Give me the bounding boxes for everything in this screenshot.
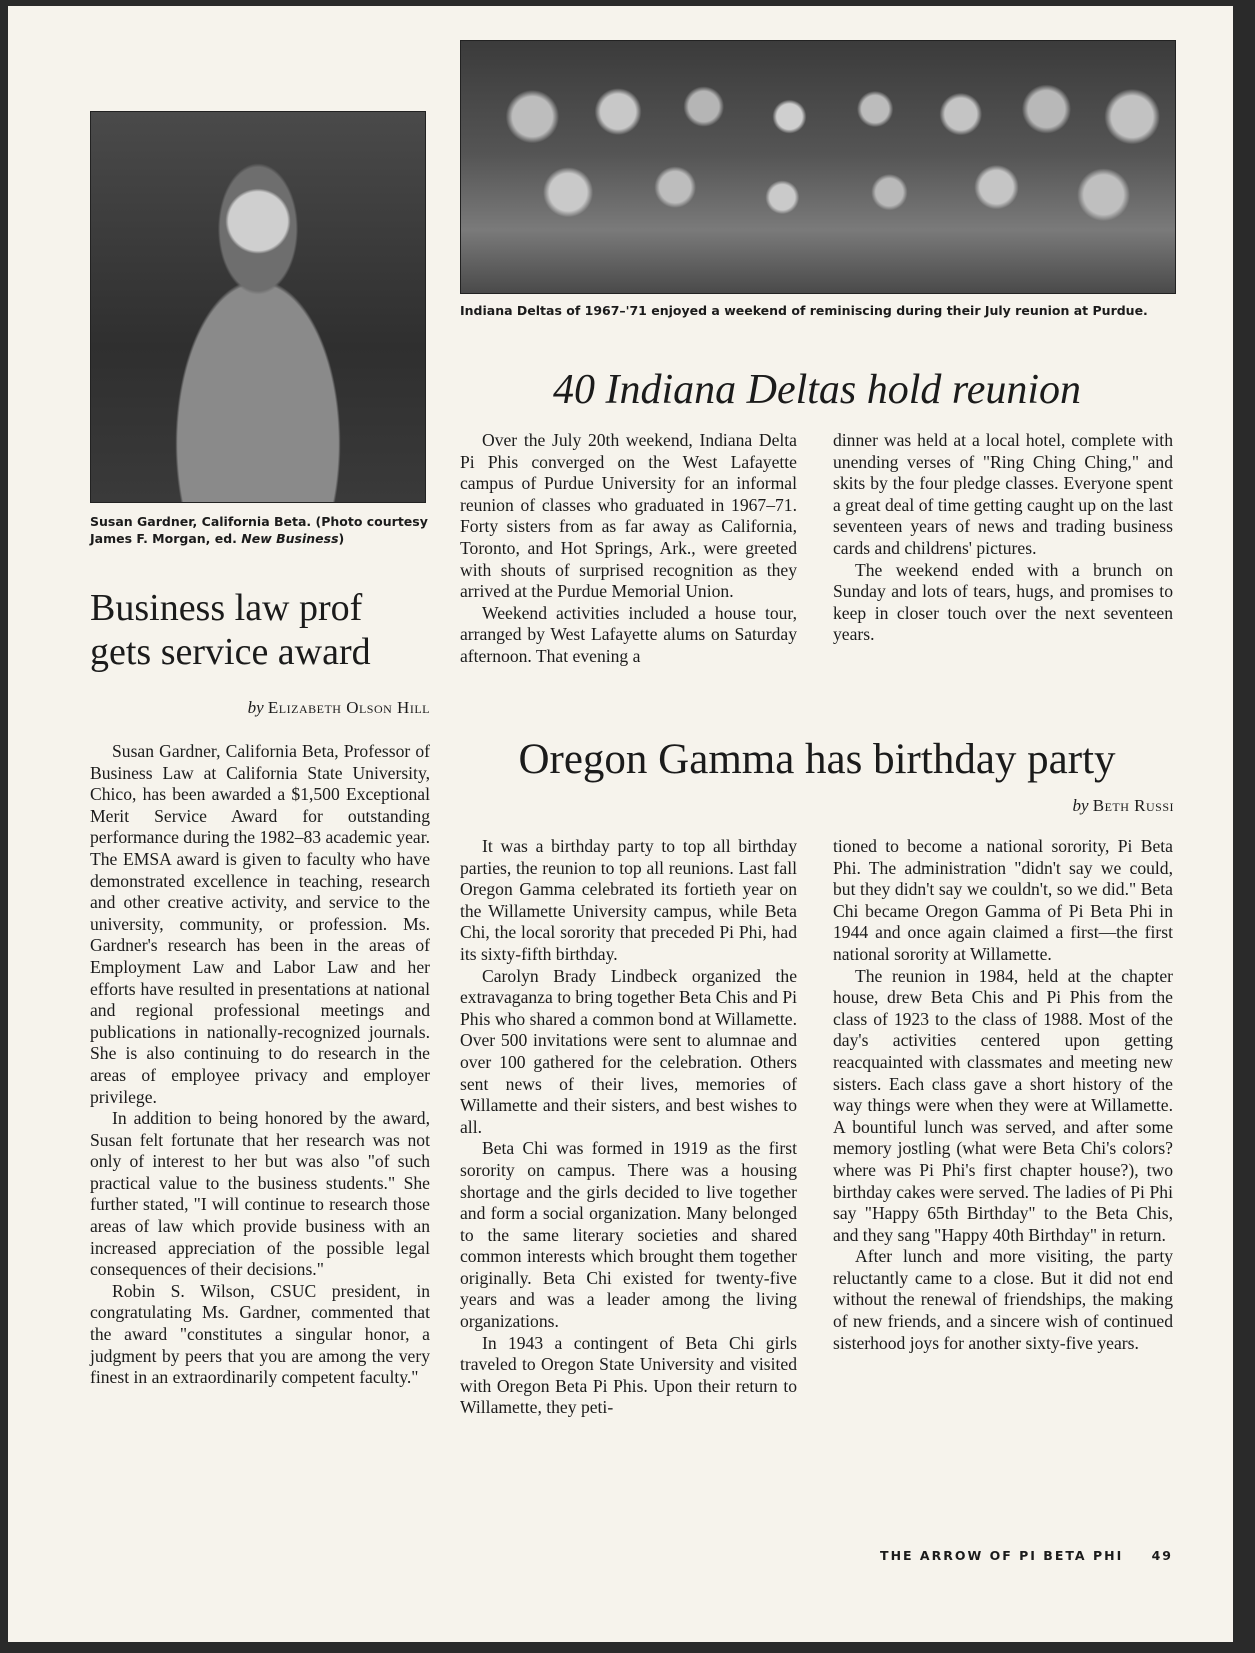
indiana-article-title: 40 Indiana Deltas hold reunion	[552, 367, 1082, 413]
business-article-body	[90, 741, 430, 1389]
paragraph: dinner was held at a local hotel, complete with unending verses of "Ring Ching Ching," and skits by the four pledge classes. Everyone spent a great deal of time getting caught up on the last seventeen years of news and trading business cards and childrens' pictures.	[833, 430, 1173, 558]
page-footer	[833, 1548, 1173, 1563]
paragraph: Weekend activities included a house tour, arranged by West Lafayette alums on Saturday afternoon. That evening a	[460, 602, 797, 666]
oregon-article-col1	[460, 836, 797, 1419]
paragraph: Robin S. Wilson, CSUC president, in congratulating Ms. Gardner, commented that the award "constitutes a singular honor, a judgment by peers that you are among the very finest in an extraordinarily competent faculty."	[90, 1280, 430, 1388]
publication-name: THE ARROW OF PI BETA PHI	[880, 1548, 1124, 1563]
paragraph: Susan Gardner, California Beta, Professor of Business Law at California State University, Chico, has been awarded a $1,500 Exceptional Merit Service Award for outstanding performance during the 1982–83 academic year. The EMSA award is given to faculty who have demonstrated excellence in teaching, research and other creative activity, and service to the university, community, or profession. Ms. Gardner's research has been in the areas of Employment Law and Labor Law and her efforts have resulted in presentations at national and regional professional meetings and publications in nationally-recognized journals. She is also continuing to do research in the areas of employee privacy and employer privilege.	[90, 741, 431, 1107]
paragraph: Beta Chi was formed in 1919 as the first sorority on campus. There was a housing shortage and the girls decided to live together and form a social organization. Many belonged to the same literary societies and shared common interests which brought them together originally. Beta Chi existed for twenty-five years and was a leader among the living organizations.	[460, 1138, 797, 1332]
paragraph: The reunion in 1984, held at the chapter house, drew Beta Chis and Pi Phis from the class of 1923 to the class of 1988. Most of the day's activities centered upon getting reacquainted with classmates and meeting new sisters. Each class gave a short history of the way things were when they were at Willamette. A bountiful lunch was served, and after some memory jostling (what were Beta Chi's colors? where was Pi Phi's first chapter house?), two birthday cakes were served. The ladies of Pi Phi say "Happy 65th Birthday" to the Beta Chis, and they sang "Happy 40th Birthday" in return.	[833, 965, 1173, 1245]
gardner-photo-caption: Susan Gardner, California Beta. (Photo courtesy James F. Morgan, ed. New Business)	[90, 514, 428, 546]
paragraph: It was a birthday party to top all birthday parties, the reunion to top all reunions. Last fall Oregon Gamma celebrated its fortieth year on the Willamette University campus, while Beta Chi, the local sorority that preceded Pi Phi, had its sixty-fifth birthday.	[460, 836, 797, 964]
paragraph: In addition to being honored by the award, Susan felt fortunate that her research was not only of interest to her but was also "of such practical value to the business students." She further stated, "I will continue to research those areas of law which provide business with an increased appreciation of the possible legal consequences of their decisions."	[90, 1108, 430, 1280]
business-article-title: Business law prof gets service award	[90, 587, 371, 673]
magazine-page	[8, 6, 1233, 1642]
indiana-deltas-photo	[460, 40, 1176, 294]
business-article-byline: by Elizabeth Olson Hill	[247, 698, 430, 717]
paragraph: tioned to become a national sorority, Pi Beta Phi. The administration "didn't say we could, but they didn't say we couldn't, so we did." Beta Chi became Oregon Gamma of Pi Beta Phi in 1944 and once again claimed a first—the first national sorority at Willamette.	[833, 836, 1173, 964]
oregon-article-col2	[833, 836, 1173, 1354]
indiana-article-col1	[460, 430, 797, 668]
oregon-article-title: Oregon Gamma has birthday party	[518, 736, 1116, 783]
paragraph: Over the July 20th weekend, Indiana Delta Pi Phis converged on the West Lafayette campus of Purdue University for an informal reunion of classes who graduated in 1967–71. Forty sisters from as far away as California, Toronto, and Hot Springs, Ark., were greeted with shouts of surprised recognition as they arrived at the Purdue Memorial Union.	[460, 430, 797, 602]
indiana-article-col2	[833, 430, 1173, 646]
paragraph: In 1943 a contingent of Beta Chi girls traveled to Oregon State University and visited with Oregon Beta Pi Phis. Upon their return to Willamette, they peti-	[460, 1332, 797, 1418]
indiana-deltas-photo-caption: Indiana Deltas of 1967–'71 enjoyed a weekend of reminiscing during their July reunion at Purdue.	[460, 303, 1148, 318]
paragraph: Carolyn Brady Lindbeck organized the extravaganza to bring together Beta Chis and Pi Phis who shared a common bond at Willamette. Over 500 invitations were sent to alumnae and over 100 gathered for the celebration. Others sent news of their lives, memories of Willamette and their sisters, and best wishes to all.	[460, 965, 797, 1137]
paragraph: The weekend ended with a brunch on Sunday and lots of tears, hugs, and promises to keep in closer touch over the next seventeen years.	[833, 559, 1173, 645]
oregon-article-byline: by Beth Russi	[1072, 796, 1174, 815]
paragraph: After lunch and more visiting, the party reluctantly came to a close. But it did not end without the renewal of friendships, the making of new friends, and a sincere wish of continued sisterhood joys for another sixty-five years.	[833, 1246, 1173, 1353]
gardner-photo	[90, 111, 426, 503]
page-number: 49	[1151, 1548, 1173, 1563]
